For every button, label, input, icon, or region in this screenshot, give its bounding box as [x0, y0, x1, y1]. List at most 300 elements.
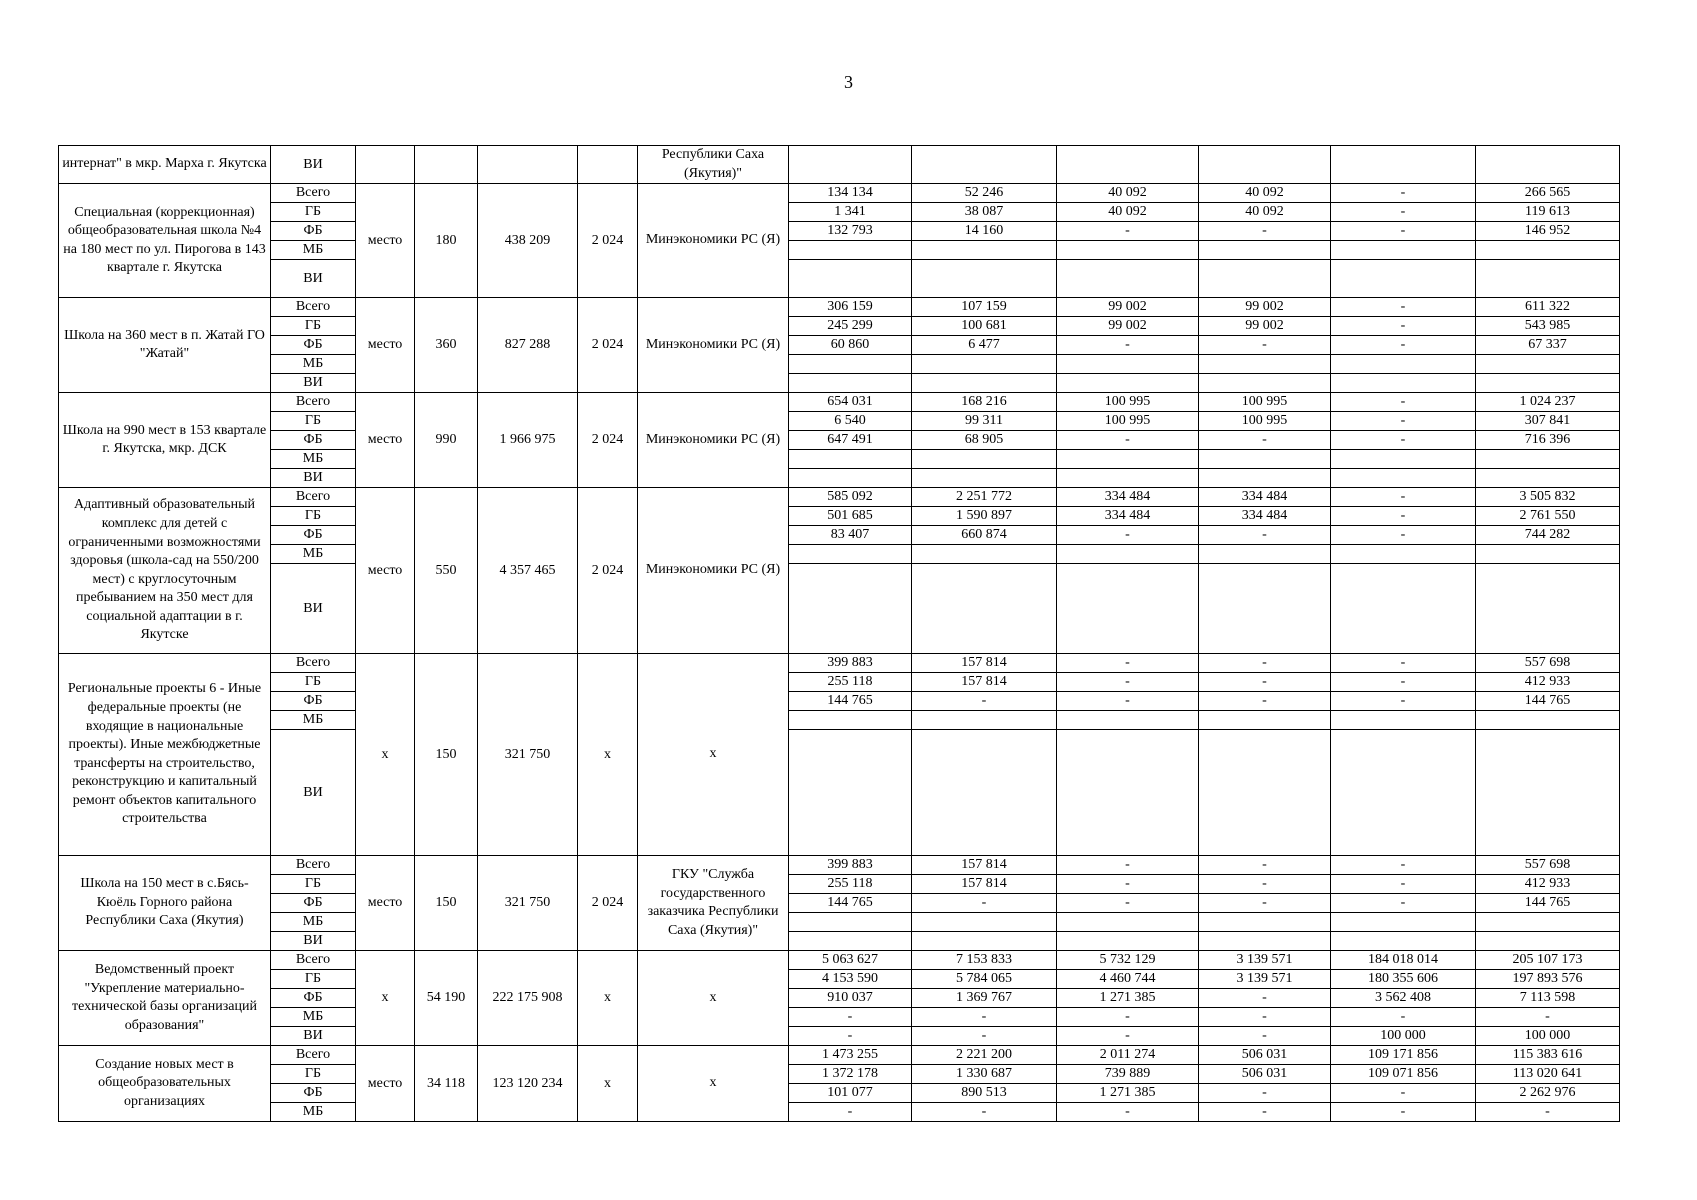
table-row — [59, 730, 1620, 856]
capacity-cell — [415, 146, 478, 184]
value-cell — [1199, 730, 1331, 856]
table-row — [59, 711, 1620, 730]
value-cell — [912, 146, 1057, 184]
value-cell: 146 952 — [1476, 222, 1620, 241]
funding-source-cell: Всего — [271, 951, 356, 970]
value-cell — [1331, 730, 1476, 856]
value-cell: 40 092 — [1057, 184, 1199, 203]
year-cell — [578, 146, 638, 184]
value-cell: 3 139 571 — [1199, 970, 1331, 989]
table-row — [59, 1065, 1620, 1084]
funding-source-cell: ВИ — [271, 564, 356, 654]
value-cell — [1331, 355, 1476, 374]
value-cell: 1 341 — [789, 203, 912, 222]
value-cell — [1057, 355, 1199, 374]
funding-source-cell: ВИ — [271, 1027, 356, 1046]
capacity-cell: 150 — [415, 654, 478, 856]
value-cell: - — [1199, 894, 1331, 913]
responsible-cell: Минэкономики РС (Я) — [638, 393, 789, 488]
value-cell — [1199, 711, 1331, 730]
value-cell — [789, 469, 912, 488]
value-cell: - — [789, 1027, 912, 1046]
value-cell: 306 159 — [789, 298, 912, 317]
value-cell — [1331, 260, 1476, 298]
value-cell — [1476, 545, 1620, 564]
table-row — [59, 184, 1620, 203]
value-cell: 557 698 — [1476, 856, 1620, 875]
unit-cell: место — [356, 298, 415, 393]
year-cell: 2 024 — [578, 298, 638, 393]
value-cell: 412 933 — [1476, 875, 1620, 894]
value-cell: 119 613 — [1476, 203, 1620, 222]
value-cell — [1057, 545, 1199, 564]
value-cell: 6 477 — [912, 336, 1057, 355]
value-cell: 205 107 173 — [1476, 951, 1620, 970]
value-cell: - — [912, 1103, 1057, 1122]
value-cell: - — [1331, 336, 1476, 355]
value-cell: 585 092 — [789, 488, 912, 507]
value-cell: - — [1057, 654, 1199, 673]
value-cell — [789, 241, 912, 260]
funding-source-cell: Всего — [271, 1046, 356, 1065]
value-cell: - — [1331, 673, 1476, 692]
value-cell — [1057, 146, 1199, 184]
value-cell: 1 271 385 — [1057, 1084, 1199, 1103]
table-row — [59, 1046, 1620, 1065]
value-cell — [912, 545, 1057, 564]
table-row — [59, 222, 1620, 241]
year-cell: 2 024 — [578, 488, 638, 654]
value-cell: - — [1199, 856, 1331, 875]
value-cell — [1331, 564, 1476, 654]
value-cell — [789, 374, 912, 393]
value-cell: - — [1331, 654, 1476, 673]
value-cell — [912, 932, 1057, 951]
funding-source-cell: ГБ — [271, 673, 356, 692]
value-cell: 144 765 — [1476, 894, 1620, 913]
value-cell: 255 118 — [789, 875, 912, 894]
cost-cell: 1 966 975 — [478, 393, 578, 488]
value-cell: - — [1199, 654, 1331, 673]
value-cell — [789, 913, 912, 932]
funding-source-cell: ГБ — [271, 970, 356, 989]
table-row — [59, 450, 1620, 469]
table-row — [59, 241, 1620, 260]
value-cell — [1057, 564, 1199, 654]
table-row — [59, 260, 1620, 298]
table-row — [59, 203, 1620, 222]
value-cell: 647 491 — [789, 431, 912, 450]
value-cell: 109 171 856 — [1331, 1046, 1476, 1065]
value-cell: 7 113 598 — [1476, 989, 1620, 1008]
value-cell: 245 299 — [789, 317, 912, 336]
value-cell: 157 814 — [912, 856, 1057, 875]
value-cell: - — [912, 1008, 1057, 1027]
value-cell: 890 513 — [912, 1084, 1057, 1103]
cost-cell: 222 175 908 — [478, 951, 578, 1046]
value-cell — [1199, 932, 1331, 951]
table-row — [59, 1027, 1620, 1046]
funding-source-cell: Всего — [271, 298, 356, 317]
value-cell: - — [1331, 184, 1476, 203]
table-row — [59, 412, 1620, 431]
value-cell: - — [1199, 336, 1331, 355]
value-cell — [912, 355, 1057, 374]
funding-source-cell: ГБ — [271, 317, 356, 336]
year-cell: х — [578, 1046, 638, 1122]
value-cell — [1476, 469, 1620, 488]
year-cell: 2 024 — [578, 856, 638, 951]
value-cell — [912, 374, 1057, 393]
capacity-cell: 150 — [415, 856, 478, 951]
value-cell: 307 841 — [1476, 412, 1620, 431]
value-cell — [1199, 450, 1331, 469]
value-cell — [1057, 450, 1199, 469]
funding-source-cell: Всего — [271, 184, 356, 203]
object-name-cell: Адаптивный образовательный комплекс для детей с ограниченными возможностями здоровья (школа-сад на 550/200 мест) с круглосуточным пребыванием на 350 мест для социальной адаптации в г. Якутске — [59, 488, 271, 654]
year-cell: х — [578, 654, 638, 856]
value-cell: 1 271 385 — [1057, 989, 1199, 1008]
table-row — [59, 913, 1620, 932]
value-cell: - — [1057, 526, 1199, 545]
value-cell: - — [1199, 431, 1331, 450]
value-cell: 1 590 897 — [912, 507, 1057, 526]
value-cell: 2 011 274 — [1057, 1046, 1199, 1065]
funding-source-cell: МБ — [271, 450, 356, 469]
capacity-cell: 54 190 — [415, 951, 478, 1046]
value-cell — [1476, 374, 1620, 393]
year-cell: 2 024 — [578, 184, 638, 298]
value-cell — [1057, 241, 1199, 260]
table-row — [59, 894, 1620, 913]
value-cell: 157 814 — [912, 673, 1057, 692]
cost-cell: 321 750 — [478, 654, 578, 856]
value-cell — [1476, 260, 1620, 298]
value-cell — [1057, 469, 1199, 488]
value-cell: - — [1057, 431, 1199, 450]
funding-source-cell: МБ — [271, 1103, 356, 1122]
funding-source-cell: ФБ — [271, 989, 356, 1008]
value-cell: - — [1199, 692, 1331, 711]
table-row — [59, 1103, 1620, 1122]
value-cell: 100 000 — [1476, 1027, 1620, 1046]
table-row — [59, 507, 1620, 526]
table-row — [59, 431, 1620, 450]
table-row — [59, 654, 1620, 673]
value-cell: - — [1199, 1027, 1331, 1046]
table-row — [59, 673, 1620, 692]
responsible-cell: Минэкономики РС (Я) — [638, 184, 789, 298]
value-cell: - — [1057, 336, 1199, 355]
value-cell: - — [1331, 1084, 1476, 1103]
table-row — [59, 374, 1620, 393]
value-cell: 6 540 — [789, 412, 912, 431]
value-cell: - — [912, 692, 1057, 711]
value-cell: 1 330 687 — [912, 1065, 1057, 1084]
table-row — [59, 298, 1620, 317]
table-row — [59, 393, 1620, 412]
value-cell: - — [1331, 412, 1476, 431]
value-cell — [1476, 730, 1620, 856]
value-cell: 739 889 — [1057, 1065, 1199, 1084]
capacity-cell: 180 — [415, 184, 478, 298]
value-cell: - — [789, 1103, 912, 1122]
capacity-cell: 550 — [415, 488, 478, 654]
unit-cell: х — [356, 654, 415, 856]
budget-table — [58, 145, 1620, 1122]
value-cell: 2 221 200 — [912, 1046, 1057, 1065]
value-cell: - — [1057, 875, 1199, 894]
funding-source-cell: МБ — [271, 1008, 356, 1027]
table-row — [59, 545, 1620, 564]
value-cell: - — [1331, 875, 1476, 894]
value-cell: - — [1331, 856, 1476, 875]
funding-source-cell: ФБ — [271, 222, 356, 241]
table-row — [59, 317, 1620, 336]
value-cell: 4 153 590 — [789, 970, 912, 989]
table-row — [59, 564, 1620, 654]
value-cell — [1199, 374, 1331, 393]
value-cell: 744 282 — [1476, 526, 1620, 545]
value-cell — [789, 730, 912, 856]
value-cell — [1331, 932, 1476, 951]
table-body — [59, 146, 1620, 1122]
value-cell: 107 159 — [912, 298, 1057, 317]
funding-source-cell: ВИ — [271, 932, 356, 951]
value-cell — [912, 241, 1057, 260]
table-row — [59, 469, 1620, 488]
object-name-cell: Школа на 150 мест в с.Бясь-Кюёль Горного района Республики Саха (Якутия) — [59, 856, 271, 951]
value-cell: 412 933 — [1476, 673, 1620, 692]
funding-source-cell: ФБ — [271, 692, 356, 711]
cost-cell: 123 120 234 — [478, 1046, 578, 1122]
funding-source-cell: ГБ — [271, 1065, 356, 1084]
value-cell — [912, 469, 1057, 488]
value-cell — [1057, 913, 1199, 932]
value-cell — [1476, 932, 1620, 951]
value-cell: 100 000 — [1331, 1027, 1476, 1046]
value-cell: 99 002 — [1057, 298, 1199, 317]
value-cell: 40 092 — [1199, 203, 1331, 222]
value-cell: 3 562 408 — [1331, 989, 1476, 1008]
value-cell: 506 031 — [1199, 1046, 1331, 1065]
table-row — [59, 355, 1620, 374]
funding-source-cell: ГБ — [271, 875, 356, 894]
object-name-cell: Школа на 360 мест в п. Жатай ГО "Жатай" — [59, 298, 271, 393]
value-cell — [912, 913, 1057, 932]
value-cell: 334 484 — [1199, 488, 1331, 507]
value-cell: - — [1057, 1008, 1199, 1027]
table-row — [59, 932, 1620, 951]
value-cell: - — [1057, 673, 1199, 692]
value-cell — [1199, 146, 1331, 184]
value-cell: 1 473 255 — [789, 1046, 912, 1065]
value-cell: - — [1331, 488, 1476, 507]
value-cell: 334 484 — [1057, 507, 1199, 526]
value-cell: 611 322 — [1476, 298, 1620, 317]
value-cell — [1057, 932, 1199, 951]
value-cell — [1199, 469, 1331, 488]
value-cell — [912, 260, 1057, 298]
value-cell: 68 905 — [912, 431, 1057, 450]
value-cell: - — [1057, 1027, 1199, 1046]
responsible-cell: Минэкономики РС (Я) — [638, 488, 789, 654]
value-cell: 144 765 — [1476, 692, 1620, 711]
value-cell: - — [1331, 692, 1476, 711]
value-cell: - — [1331, 894, 1476, 913]
table-row — [59, 488, 1620, 507]
value-cell: - — [1199, 1084, 1331, 1103]
value-cell — [1331, 545, 1476, 564]
table-row — [59, 951, 1620, 970]
value-cell: 506 031 — [1199, 1065, 1331, 1084]
value-cell: 660 874 — [912, 526, 1057, 545]
value-cell: - — [1199, 526, 1331, 545]
value-cell: 83 407 — [789, 526, 912, 545]
value-cell: 157 814 — [912, 875, 1057, 894]
object-name-cell: Создание новых мест в общеобразовательных организациях — [59, 1046, 271, 1122]
value-cell: - — [1476, 1008, 1620, 1027]
funding-source-cell: ФБ — [271, 336, 356, 355]
value-cell: 399 883 — [789, 856, 912, 875]
value-cell — [1331, 374, 1476, 393]
value-cell — [1476, 241, 1620, 260]
value-cell — [1476, 564, 1620, 654]
funding-source-cell: ФБ — [271, 526, 356, 545]
value-cell: 52 246 — [912, 184, 1057, 203]
cost-cell: 827 288 — [478, 298, 578, 393]
value-cell: 5 063 627 — [789, 951, 912, 970]
responsible-cell: х — [638, 1046, 789, 1122]
value-cell — [789, 932, 912, 951]
object-name-cell: интернат" в мкр. Марха г. Якутска — [59, 146, 271, 184]
value-cell: - — [1331, 431, 1476, 450]
value-cell: 654 031 — [789, 393, 912, 412]
value-cell — [912, 450, 1057, 469]
value-cell: - — [789, 1008, 912, 1027]
value-cell: - — [1057, 856, 1199, 875]
value-cell: - — [1331, 222, 1476, 241]
value-cell: - — [1331, 393, 1476, 412]
table-row — [59, 692, 1620, 711]
value-cell: - — [1199, 989, 1331, 1008]
value-cell — [1331, 913, 1476, 932]
funding-source-cell: ГБ — [271, 203, 356, 222]
funding-source-cell: МБ — [271, 355, 356, 374]
responsible-cell: Республики Саха (Якутия)" — [638, 146, 789, 184]
value-cell: 99 002 — [1199, 298, 1331, 317]
value-cell: 3 505 832 — [1476, 488, 1620, 507]
value-cell — [1057, 260, 1199, 298]
capacity-cell: 360 — [415, 298, 478, 393]
value-cell: 144 765 — [789, 692, 912, 711]
value-cell: - — [912, 1027, 1057, 1046]
value-cell — [1057, 711, 1199, 730]
value-cell: 109 071 856 — [1331, 1065, 1476, 1084]
value-cell — [1199, 355, 1331, 374]
value-cell: 101 077 — [789, 1084, 912, 1103]
value-cell: 557 698 — [1476, 654, 1620, 673]
value-cell — [1331, 469, 1476, 488]
responsible-cell: х — [638, 654, 789, 856]
value-cell: - — [1199, 1103, 1331, 1122]
value-cell: 134 134 — [789, 184, 912, 203]
value-cell: 1 372 178 — [789, 1065, 912, 1084]
table-row — [59, 989, 1620, 1008]
value-cell: 184 018 014 — [1331, 951, 1476, 970]
funding-source-cell: МБ — [271, 913, 356, 932]
table-row — [59, 1084, 1620, 1103]
unit-cell: место — [356, 393, 415, 488]
unit-cell: место — [356, 1046, 415, 1122]
funding-source-cell: ВИ — [271, 146, 356, 184]
value-cell: - — [1331, 298, 1476, 317]
capacity-cell: 990 — [415, 393, 478, 488]
value-cell — [912, 564, 1057, 654]
unit-cell: место — [356, 488, 415, 654]
value-cell: - — [1057, 1103, 1199, 1122]
value-cell — [1331, 450, 1476, 469]
unit-cell: х — [356, 951, 415, 1046]
value-cell: 910 037 — [789, 989, 912, 1008]
value-cell: 100 681 — [912, 317, 1057, 336]
value-cell — [1331, 241, 1476, 260]
value-cell: - — [912, 894, 1057, 913]
value-cell: 14 160 — [912, 222, 1057, 241]
value-cell: 40 092 — [1057, 203, 1199, 222]
value-cell: - — [1199, 673, 1331, 692]
object-name-cell: Региональные проекты 6 - Иные федеральные проекты (не входящие в национальные проекты). Иные межбюджетные трансферты на строительство, реконструкцию и капитальный ремонт объектов капитального строительства — [59, 654, 271, 856]
value-cell — [789, 355, 912, 374]
funding-source-cell: ФБ — [271, 1084, 356, 1103]
table-row — [59, 146, 1620, 184]
value-cell: 99 002 — [1057, 317, 1199, 336]
value-cell — [1057, 730, 1199, 856]
value-cell — [912, 730, 1057, 856]
value-cell — [789, 545, 912, 564]
value-cell — [1331, 711, 1476, 730]
value-cell: 266 565 — [1476, 184, 1620, 203]
value-cell: 4 460 744 — [1057, 970, 1199, 989]
value-cell: 115 383 616 — [1476, 1046, 1620, 1065]
value-cell — [789, 564, 912, 654]
funding-source-cell: ВИ — [271, 469, 356, 488]
value-cell — [1057, 374, 1199, 393]
value-cell: 100 995 — [1199, 412, 1331, 431]
funding-source-cell: МБ — [271, 711, 356, 730]
value-cell: - — [1331, 203, 1476, 222]
value-cell: 100 995 — [1057, 412, 1199, 431]
responsible-cell: х — [638, 951, 789, 1046]
value-cell: 255 118 — [789, 673, 912, 692]
value-cell: - — [1057, 894, 1199, 913]
value-cell — [789, 146, 912, 184]
value-cell: 5 784 065 — [912, 970, 1057, 989]
unit-cell — [356, 146, 415, 184]
value-cell: 2 262 976 — [1476, 1084, 1620, 1103]
object-name-cell: Специальная (коррекционная) общеобразовательная школа №4 на 180 мест по ул. Пирогова в 143 квартале г. Якутска — [59, 184, 271, 298]
funding-source-cell: МБ — [271, 241, 356, 260]
table-row — [59, 970, 1620, 989]
funding-source-cell: ФБ — [271, 894, 356, 913]
capacity-cell: 34 118 — [415, 1046, 478, 1122]
value-cell — [912, 711, 1057, 730]
table-row — [59, 526, 1620, 545]
value-cell — [1476, 450, 1620, 469]
funding-source-cell: ГБ — [271, 507, 356, 526]
value-cell: 157 814 — [912, 654, 1057, 673]
value-cell: 334 484 — [1057, 488, 1199, 507]
